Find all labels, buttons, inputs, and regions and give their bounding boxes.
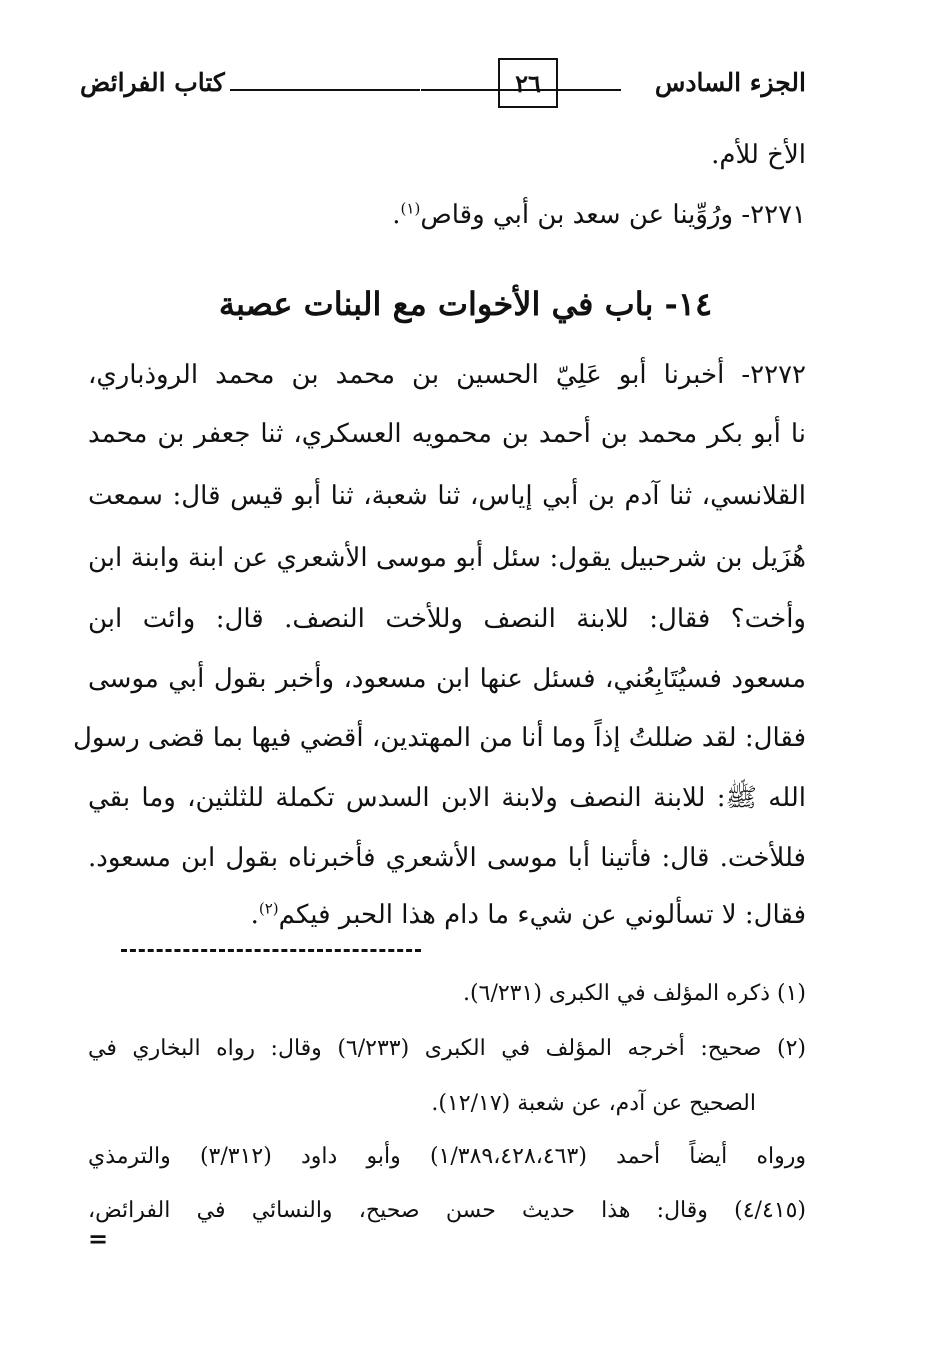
body-line: فقال: لقد ضللتُ إذاً وما أنا من المهتدين، أقضي فيها بما قضى رسول	[72, 723, 806, 753]
body-line-text: فقال: لا تسألوني عن شيء ما دام هذا الحبر فيكم	[278, 900, 806, 930]
hadith-2271	[88, 200, 806, 231]
header-rule-left	[230, 89, 420, 91]
body-line: نا أبو بكر محمد بن أحمد بن محمويه العسكري، ثنا جعفر بن محمد	[88, 419, 806, 449]
body-line-last	[88, 900, 806, 931]
period: .	[392, 200, 401, 230]
body-line: فللأخت. قال: فأتينا أبا موسى الأشعري فأخبرناه بقول ابن مسعود.	[88, 843, 806, 873]
footnote-ref: (١)	[400, 199, 421, 218]
continuation-mark: =	[88, 1224, 109, 1253]
body-line: القلانسي، ثنا آدم بن أبي إياس، ثنا شعبة، ثنا أبو قيس قال: سمعت	[88, 481, 806, 511]
volume-title: الجزء السادس	[654, 68, 806, 97]
page-number: ٢٦	[498, 58, 558, 108]
body-line: الأخ للأم.	[711, 140, 806, 170]
running-header	[80, 58, 806, 112]
body-line-text: ٢٢٧١- ورُوِّينا عن سعد بن أبي وقاص	[420, 200, 806, 230]
body-line: ٢٢٧٢- أخبرنا أبو عَلِيّ الحسين بن محمد بن محمد الروذباري،	[88, 360, 806, 390]
footnote-2: (٢) صحيح: أخرجه المؤلف في الكبرى (٦/٢٣٣) وقال: رواه البخاري في	[88, 1036, 806, 1061]
book-title: كتاب الفرائض	[80, 68, 225, 97]
body-line: مسعود فسيُتَابِعُني، فسئل عنها ابن مسعود، وأخبر بقول أبي موسى	[88, 664, 806, 694]
footnote-1: (١) ذكره المؤلف في الكبرى (٦/٢٣١).	[463, 981, 806, 1006]
footnote-2-cont: (٤/٤١٥) وقال: هذا حديث حسن صحيح، والنسائي في الفرائض،	[88, 1198, 806, 1223]
footnote-2-cont: ورواه أيضاً أحمد (١/٣٨٩،٤٢٨،٤٦٣) وأبو داود (٣/٣١٢) والترمذي	[88, 1144, 806, 1169]
period: .	[250, 900, 259, 930]
chapter-heading: ١٤- باب في الأخوات مع البنات عصبة	[218, 285, 713, 323]
body-line: هُزَيل بن شرحبيل يقول: سئل أبو موسى الأشعري عن ابنة وابنة ابن	[88, 543, 806, 573]
body-line: الله ﷺ: للابنة النصف ولابنة الابن السدس تكملة للثلثين، وما بقي	[88, 783, 806, 813]
footnote-separator	[121, 949, 421, 952]
footnote-ref: (٢)	[258, 899, 279, 918]
footnote-2-cont: الصحيح عن آدم، عن شعبة (١٢/١٧).	[431, 1091, 756, 1116]
body-line: وأخت؟ فقال: للابنة النصف وللأخت النصف. قال: وائت ابن	[88, 604, 806, 634]
